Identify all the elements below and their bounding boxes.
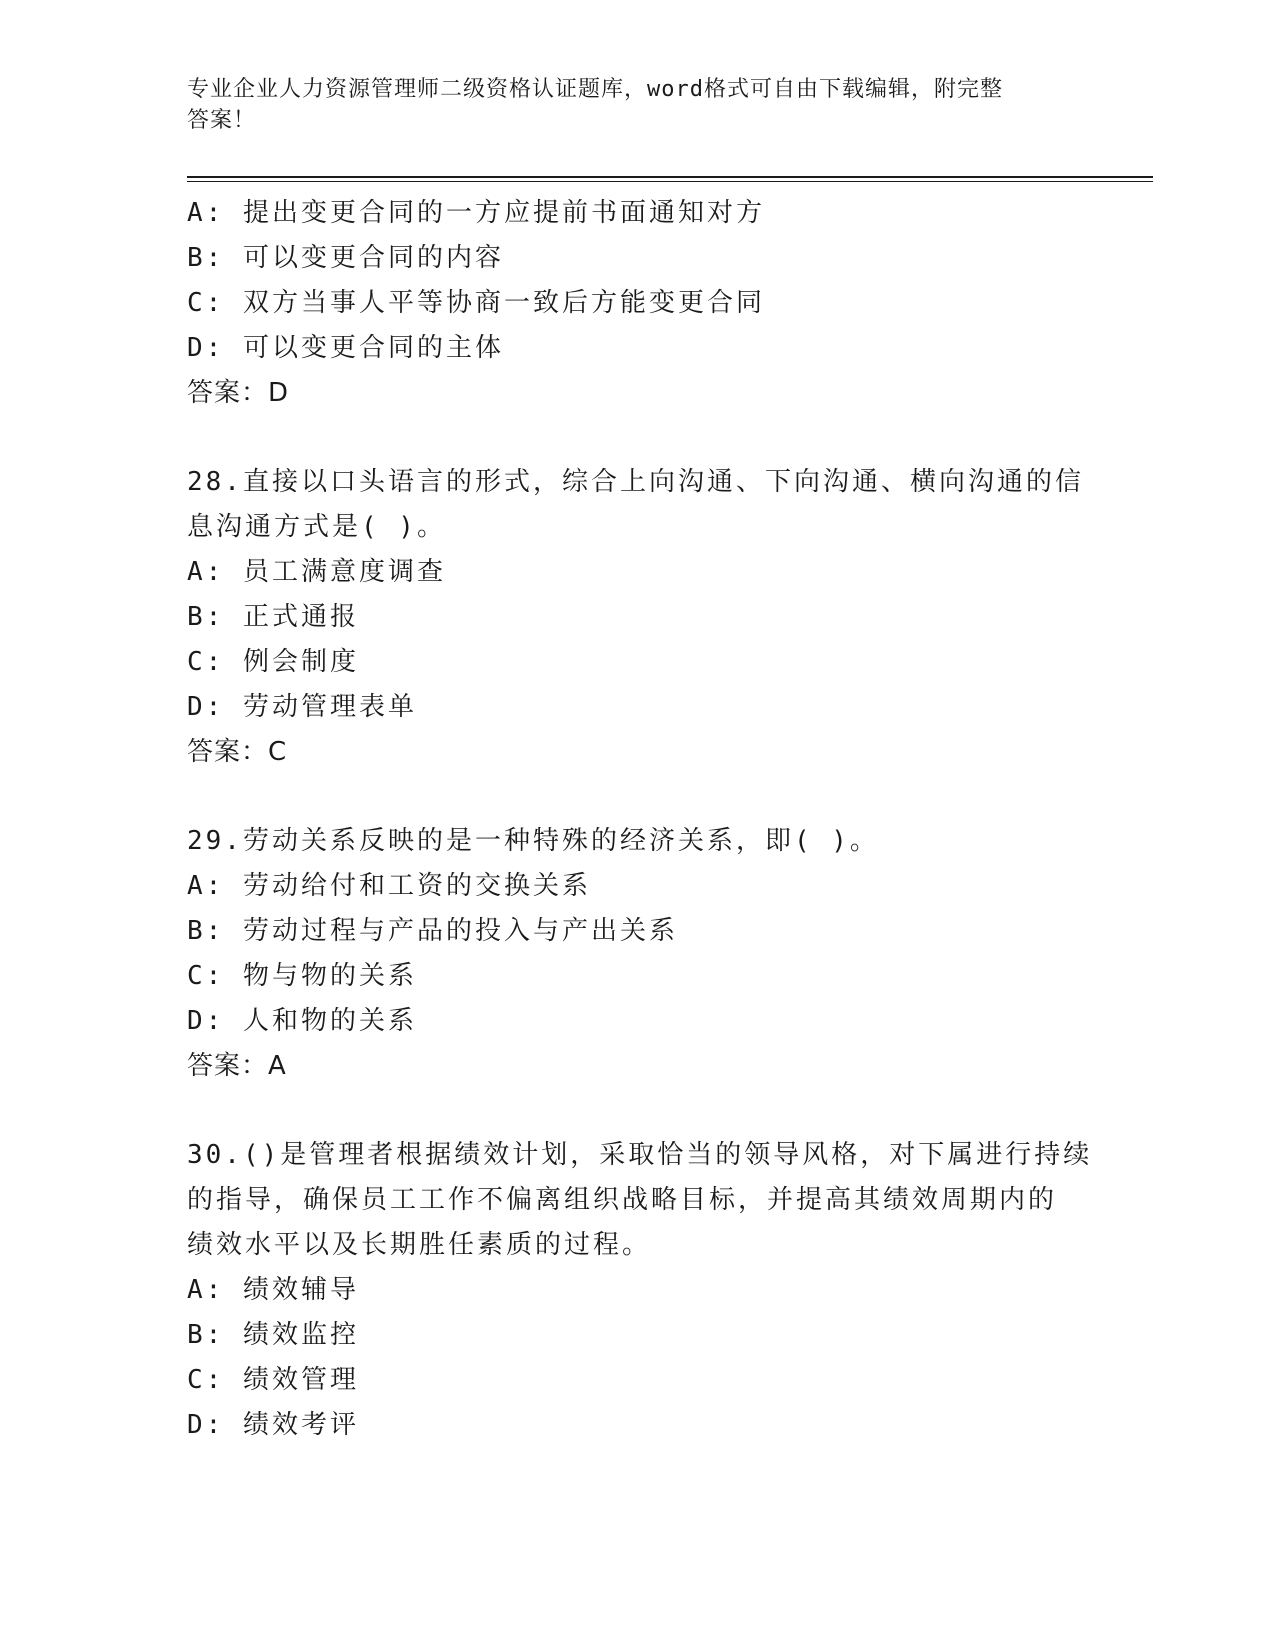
option-a: A: 绩效辅导 xyxy=(187,1275,359,1305)
answer-text: 答案：C xyxy=(187,737,288,767)
question-stem-line: 绩效水平以及长期胜任素质的过程。 xyxy=(187,1230,652,1260)
header-line-1: 专业企业人力资源管理师二级资格认证题库，word格式可自由下载编辑，附完整 xyxy=(187,77,1003,102)
option-a: A: 员工满意度调查 xyxy=(187,557,446,587)
header-rule-thick xyxy=(187,176,1153,178)
question-stem-line: 29.劳动关系反映的是一种特殊的经济关系，即( )。 xyxy=(187,826,879,856)
option-b: B: 正式通报 xyxy=(187,602,359,632)
answer-text: 答案：A xyxy=(187,1051,287,1081)
header-line-2: 答案！ xyxy=(187,108,257,133)
option-d: D: 绩效考评 xyxy=(187,1410,359,1440)
question-stem-line: 30.()是管理者根据绩效计划，采取恰当的领导风格，对下属进行持续 xyxy=(187,1140,1093,1170)
option-a: A: 劳动给付和工资的交换关系 xyxy=(187,871,591,901)
option-b: B: 劳动过程与产品的投入与产出关系 xyxy=(187,916,678,946)
option-d: D: 劳动管理表单 xyxy=(187,692,417,722)
option-c: C: 绩效管理 xyxy=(187,1365,359,1395)
option-c: C: 例会制度 xyxy=(187,647,359,677)
header-rule-thin xyxy=(187,181,1153,182)
question-stem-line: 息沟通方式是( )。 xyxy=(187,512,446,542)
answer-text: 答案：D xyxy=(187,378,290,408)
question-stem-line: 的指导，确保员工工作不偏离组织战略目标，并提高其绩效周期内的 xyxy=(187,1185,1058,1215)
option-d: D: 可以变更合同的主体 xyxy=(187,333,504,363)
option-c: C: 物与物的关系 xyxy=(187,961,417,991)
option-c: C: 双方当事人平等协商一致后方能变更合同 xyxy=(187,288,765,318)
option-a: A: 提出变更合同的一方应提前书面通知对方 xyxy=(187,198,765,228)
question-stem-line: 28.直接以口头语言的形式，综合上向沟通、下向沟通、横向沟通的信 xyxy=(187,467,1084,497)
option-b: B: 绩效监控 xyxy=(187,1320,359,1350)
document-header xyxy=(187,74,1067,136)
option-b: B: 可以变更合同的内容 xyxy=(187,243,504,273)
option-d: D: 人和物的关系 xyxy=(187,1006,417,1036)
